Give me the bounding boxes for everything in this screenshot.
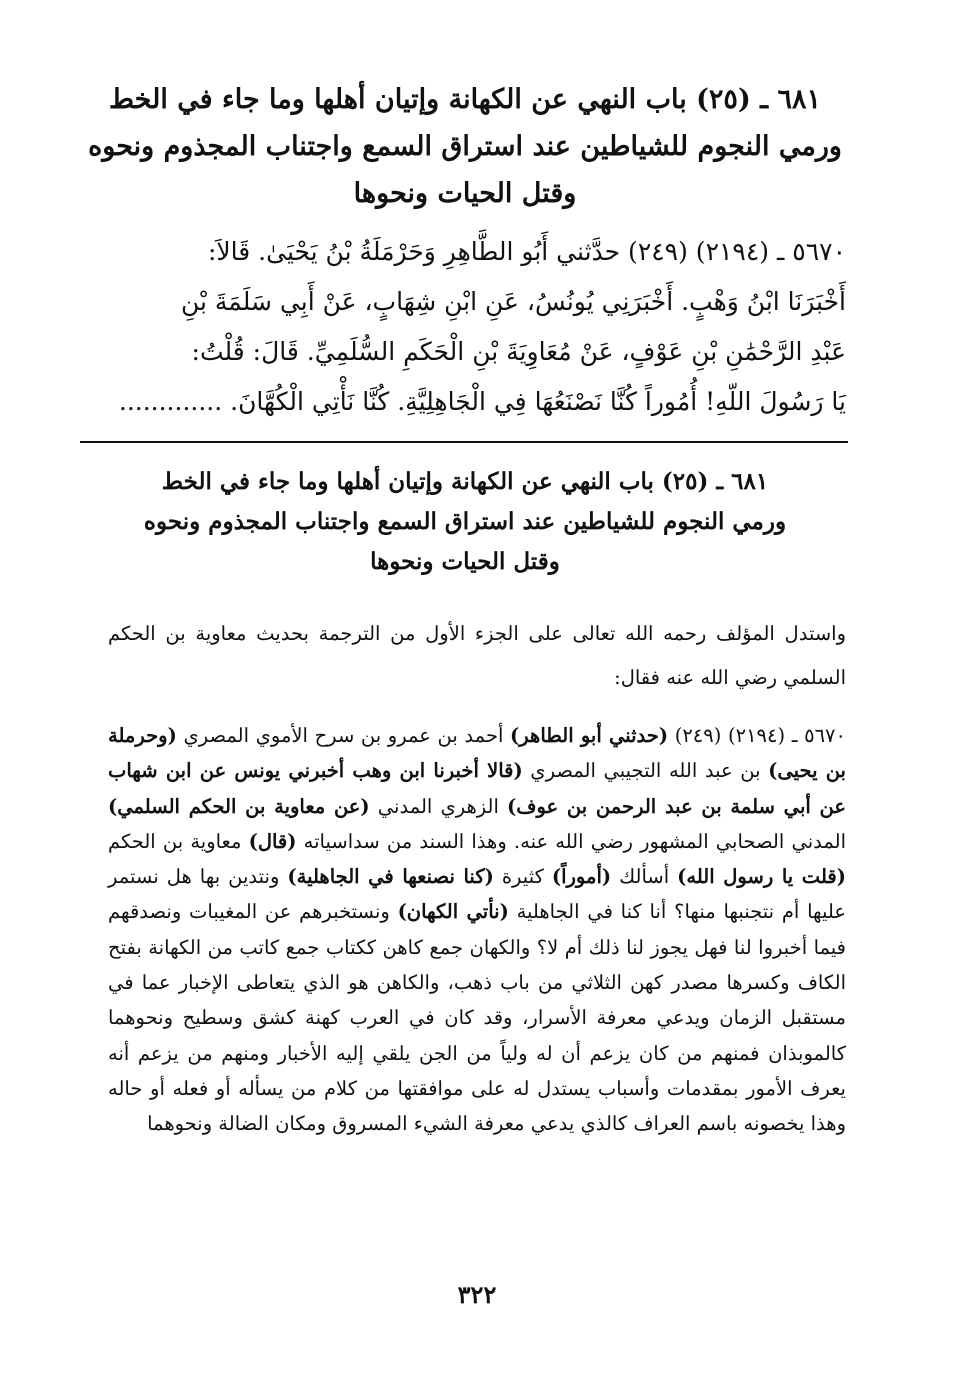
chapter-heading-commentary <box>80 462 850 582</box>
heading-line: ورمي النجوم للشياطين عند استراق السمع واجتناب المجذوم ونحوه <box>88 131 842 162</box>
hadith-line: يَا رَسُولَ اللّهِ! أُمُوراً كُنَّا نَصْنَعُهَا فِي الْجَاهِلِيَّةِ. كُنَّا نَأْتِي الْكُهَّانَ. ............. <box>118 387 846 416</box>
heading-line: ٦٨١ ـ (٢٥) باب النهي عن الكهانة وإتيان أهلها وما جاء في الخط <box>161 468 769 495</box>
heading-line: وقتل الحيات ونحوها <box>370 548 560 575</box>
intro-line: واستدل المؤلف رحمه الله تعالى على الجزء الأول من الترجمة بحديث معاوية بن <box>165 622 846 645</box>
quoted-text: (قال) <box>248 829 297 853</box>
commentary-text: بن عبد الله التجيبي المصري <box>522 759 769 783</box>
commentary-text: الزهري المدني <box>369 794 508 818</box>
hadith-line: ٥٦٧٠ ـ (٢١٩٤) (٢٤٩) حدَّثني أَبُو الطَّاهِرِ وَحَرْمَلَةُ بْنُ يَحْيَىٰ. قَالاَ: <box>207 237 846 266</box>
quoted-text: (قلت يا رسول الله) <box>677 865 846 889</box>
quoted-text: (نأتي الكهان) <box>397 900 509 924</box>
heading-line: ٦٨١ ـ (٢٥) باب النهي عن الكهانة وإتيان أهلها وما جاء في الخط <box>109 84 821 115</box>
page-number: ٣٢٢ <box>457 1280 497 1309</box>
hadith-line: أَخْبَرَنَا ابْنُ وَهْبٍ. أَخْبَرَنِي يُونُسُ، عَنِ ابْنِ شِهَابٍ، عَنْ أَبِي سَلَمَةَ بْنِ <box>180 287 846 316</box>
commentary-text: ونستخبرهم عن المغيبات ونصدقهم فيما أخبروا لنا فهل يجوز لنا ذلك أم لا؟ والكهان جمع كاهن ككتاب جمع كاتب من الكهانة بفتح الكاف وكسرها مصدر كهن الثلاثي من باب ذهب، والكاهن هو الذي يتعاطى الإخبار عما في مستقبل الزمان ويدعي معرفة الأسرار، وقد كان في العرب كهنة كشق وسطيح ونحوهما كالموبذان فمنهم من كان يزعم أن له ولياً من الجن يلقي إليه الأخبار ومنهم من يزعم أنه يعرف الأمور بمقدمات وأسباب يستدل له على موافقتها من كلام من يسأله أو فعله أو حاله وهذا يخصونه باسم العراف كالذي يدعي معرفة الشيء المسروق ومكان الضالة ونحوهما <box>108 900 846 1136</box>
hadith-line: عَبْدِ الرَّحْمَٰنِ بْنِ عَوْفٍ، عَنْ مُعَاوِيَةَ بْنِ الْحَكَمِ السُّلَمِيِّ. قَالَ: قُلْتُ: <box>191 337 846 366</box>
commentary-text: معاوية بن الحكم <box>108 829 249 853</box>
chapter-heading-top <box>80 76 850 217</box>
quoted-text: (كنا نصنعها في الجاهلية) <box>287 865 494 889</box>
commentary-text: ونتدين بها هل نستمر عليها أم نتجنبها منها؟ أنا كنا في الجاهلية <box>108 865 846 924</box>
footnote-divider <box>80 441 848 443</box>
commentary-text: كثيرة <box>493 865 552 889</box>
quoted-text: (عن معاوية بن الحكم السلمي) <box>108 794 370 818</box>
heading-line: ورمي النجوم للشياطين عند استراق السمع واجتناب المجذوم ونحوه <box>143 508 787 535</box>
intro-line: الحكم السلمي رضي الله عنه فقال: <box>108 622 846 689</box>
commentary-text: أسألك <box>611 865 678 889</box>
quoted-text: (قالا أخبرنا ابن وهب أخبرني يونس عن ابن شهاب عن أبي سلمة بن عبد الرحمن بن عوف) <box>108 759 846 818</box>
commentary-text: أحمد بن عمرو بن سرح الأموي المصري <box>176 724 511 747</box>
heading-line: وقتل الحيات ونحوها <box>353 178 577 209</box>
intro-paragraph <box>108 612 846 700</box>
quoted-text: (أموراً) <box>551 865 612 889</box>
quoted-text: (حدثني أبو الطاهر) <box>510 724 669 747</box>
commentary-paragraph <box>108 718 846 1142</box>
commentary-text: ٥٦٧٠ ـ (٢١٩٤) (٢٤٩) <box>668 724 846 747</box>
quoted-text: (وحرملة بن يحيى) <box>108 724 846 783</box>
commentary-text: المدني الصحابي المشهور رضي الله عنه. وهذا السند من سداسياته <box>296 829 847 853</box>
hadith-text <box>108 227 846 427</box>
